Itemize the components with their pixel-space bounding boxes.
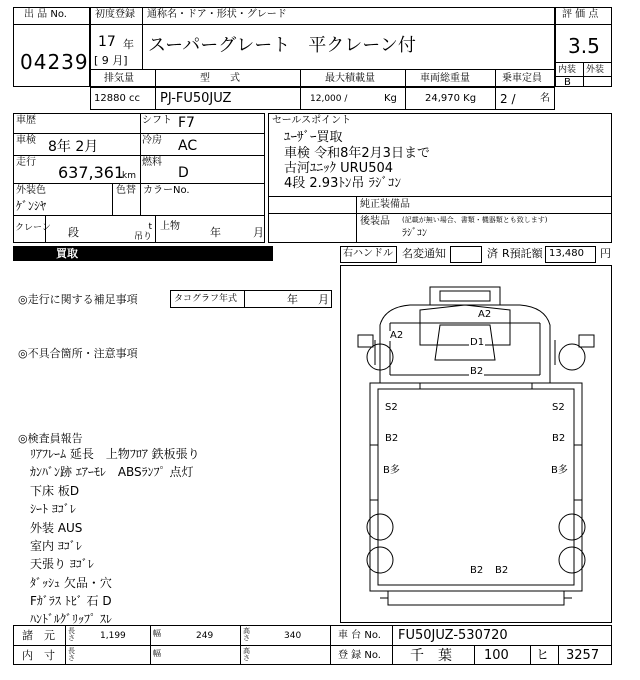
displacement-label: 排気量 (104, 73, 134, 84)
shift-label: シフト (142, 115, 172, 126)
fuel-value: D (178, 165, 189, 181)
height-value: 340 (284, 631, 302, 641)
lot-label: 出 品 No. (24, 9, 67, 20)
inspector-label: ◎検査員報告 (18, 432, 83, 445)
model-name-label: 通称名・ドア・形状・グレード (147, 9, 287, 20)
inner-height-label: 高さ (243, 647, 250, 662)
reg-class: 100 (484, 648, 509, 663)
gross-weight-value: 24,970 Kg (425, 93, 477, 104)
ac-value: AC (178, 138, 198, 154)
reserve-value: 13,480 (549, 248, 584, 259)
aftermarket-value: ﾗｼﾞｺﾝ (402, 228, 427, 239)
chassis-label: 車 台 No. (338, 630, 381, 641)
inspector-line: ｶﾝﾊﾞﾝ跡 ｴｱｰﾓﾚ ABSﾗﾝﾌﾟ 点灯 (30, 465, 194, 479)
interior-grade: B (564, 77, 571, 88)
reg-region: 千 葉 (410, 648, 452, 664)
damage-mark: S2 (552, 402, 565, 413)
max-load-value: 12,000 / (310, 94, 348, 104)
history-label: 車歴 (16, 115, 36, 126)
damage-mark: S2 (385, 402, 398, 413)
right-hand-label: 右ハンドル (343, 248, 393, 259)
reserve-label: R預託額 (502, 247, 543, 260)
purchase-bar (13, 246, 273, 261)
reg-no-label: 登 録 No. (338, 650, 381, 661)
inspector-line: 室内 ﾖｺﾞﾚ (30, 539, 82, 553)
upper-month: 月 (253, 226, 264, 239)
color-label: 外装色 (16, 185, 46, 196)
max-load-label: 最大積載量 (325, 73, 375, 84)
rating-label: 評 価 点 (562, 9, 599, 20)
sales-line-1: ﾕｰｻﾞｰ買取 (284, 130, 343, 145)
rating-value: 3.5 (568, 34, 600, 58)
crane-stage: 段 (68, 226, 79, 239)
inspection-value: 8年 2月 (48, 139, 99, 155)
damage-mark: B2 (552, 433, 566, 444)
aftermarket-note: (記載が無い場合、書類・機器類とも致します) (402, 216, 548, 224)
inspector-line: ﾘｱﾌﾚｰﾑ 延長 上物ﾌﾛｱ 鉄板張り (30, 447, 200, 461)
sales-line-3: 古河ﾕﾆｯｸ URU504 (284, 161, 394, 176)
reg-kana: ヒ (536, 648, 550, 663)
interior-label: 内装 (558, 65, 577, 75)
defects-label: ◎不具合箇所・注意事項 (18, 347, 138, 360)
displacement-value: 12880 cc (94, 93, 140, 104)
color-no-label: カラーNo. (143, 185, 190, 196)
reserve-prefix: 済 (487, 247, 498, 260)
upper-year: 年 (210, 226, 221, 239)
tachograph-year: 年 (287, 293, 298, 306)
damage-mark: D1 (470, 337, 485, 348)
name-change-label: 名変通知 (402, 247, 446, 260)
crane-hoist: t 吊り (134, 222, 153, 242)
reg-number: 3257 (566, 648, 600, 663)
capacity-unit: 名 (540, 93, 550, 104)
fuel-label: 燃料 (142, 157, 162, 168)
genuine-equipment-label: 純正装備品 (360, 199, 410, 210)
exterior-label: 外装 (586, 65, 605, 75)
damage-mark: B2 (385, 433, 399, 444)
inner-width-label: 幅 (153, 649, 161, 658)
sales-points-label: セールスポイント (272, 115, 352, 126)
color-value: ｹﾞﾝｼﾔ (16, 199, 47, 213)
inspection-label: 車検 (16, 135, 36, 146)
height-label: 高さ (243, 627, 250, 642)
aftermarket-label: 後装品 (360, 216, 390, 227)
inspector-line: 天張り ﾖｺﾞﾚ (30, 557, 94, 571)
length-value: 1,199 (100, 631, 126, 641)
mileage-value: 637,361 (58, 163, 125, 182)
purchase-label: 買取 (56, 247, 78, 260)
width-label: 幅 (153, 629, 161, 638)
crane-label: クレーン (15, 223, 51, 233)
color-change-label: 色替 (116, 185, 136, 196)
mileage-label: 走行 (16, 157, 36, 168)
name-change-box (450, 246, 482, 263)
damage-mark: A2 (478, 309, 492, 320)
sales-line-4: 4段 2.93ﾄﾝ吊 ﾗｼﾞｺﾝ (284, 176, 401, 191)
inner-length-label: 長さ (68, 647, 75, 662)
length-label: 長さ (68, 627, 75, 642)
damage-mark: A2 (390, 330, 404, 341)
tachograph-label: タコグラフ年式 (174, 294, 238, 304)
inspector-line: ﾊﾝﾄﾞﾙｸﾞﾘｯﾌﾟ ｽﾚ (30, 612, 112, 626)
damage-mark: B多 (551, 465, 568, 476)
damage-mark: B2 (470, 366, 484, 377)
mileage-unit: km (122, 171, 136, 181)
inspector-line: 下床 板D (30, 484, 80, 498)
damage-mark: B2 (495, 565, 509, 576)
tachograph-month: 月 (318, 293, 329, 306)
model-name: スーパーグレート 平クレーン付 (148, 35, 416, 56)
ac-label: 冷房 (142, 135, 162, 146)
inspector-line: Fｶﾞﾗｽ ﾄﾋﾞ 石 D (30, 594, 112, 608)
reg-month: [ 9 月] (94, 54, 128, 67)
max-load-unit: Kg (384, 93, 397, 104)
capacity-label: 乗車定員 (502, 73, 542, 84)
driving-notes-label: ◎走行に関する補足事項 (18, 293, 138, 306)
inspector-line: ｼｰﾄ ﾖｺﾞﾚ (30, 502, 76, 516)
width-value: 249 (196, 631, 214, 641)
reg-year-unit: 年 (123, 38, 134, 51)
model-code-label: 型 式 (200, 73, 240, 84)
reg-year: 17 (98, 34, 116, 50)
specs-label: 諸 元 (22, 629, 55, 642)
upper-label: 上物 (160, 221, 180, 232)
inner-dims-label: 内 寸 (22, 649, 55, 662)
chassis-value: FU50JUZ-530720 (398, 628, 508, 643)
sales-line-2: 車検 令和8年2月3日まで (284, 146, 430, 161)
model-code: PJ-FU50JUZ (160, 91, 232, 106)
capacity-value: 2 / (500, 92, 516, 106)
damage-mark: B2 (470, 565, 484, 576)
inspector-line: 外装 AUS (30, 521, 83, 535)
inspector-line: ﾀﾞｯｼｭ 欠品・穴 (30, 576, 112, 590)
first-reg-label: 初度登録 (95, 9, 135, 20)
gross-weight-label: 車両総重量 (420, 73, 470, 84)
lot-number: 04239 (20, 50, 89, 74)
shift-value: F7 (178, 115, 195, 131)
reserve-unit: 円 (600, 247, 611, 260)
damage-mark: B多 (383, 465, 400, 476)
